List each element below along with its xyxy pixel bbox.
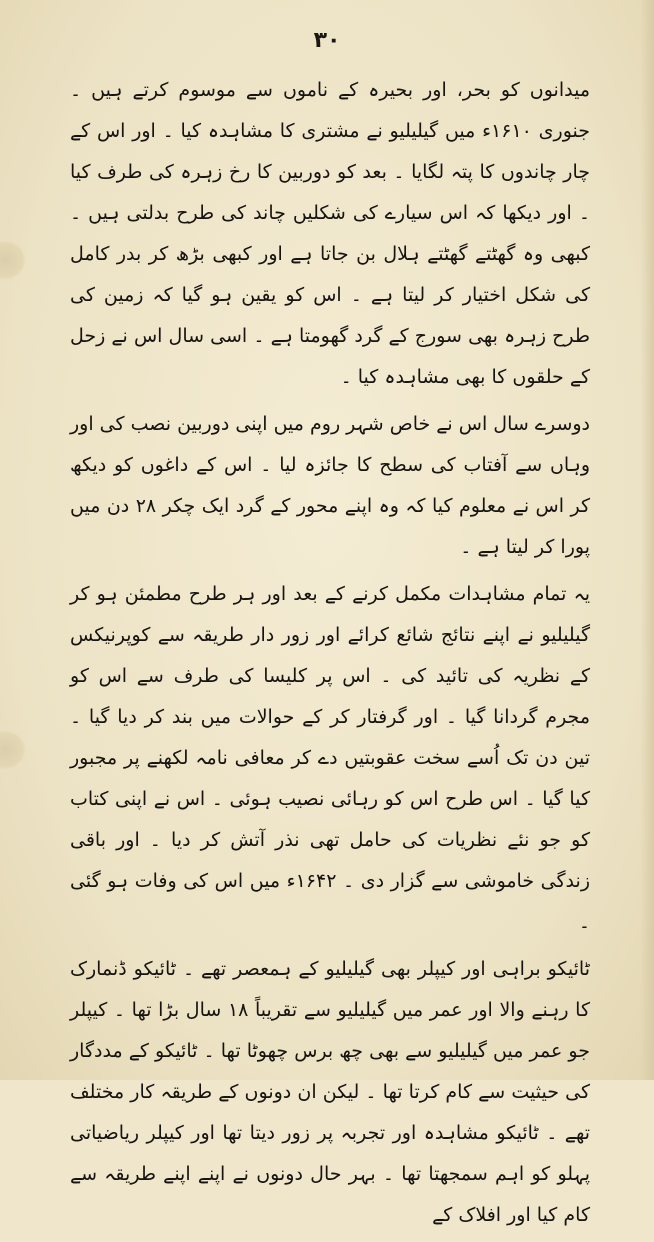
page-edge-shadow — [640, 0, 654, 1080]
paragraph: میدانوں کو بحر، اور بحیرہ کے ناموں سے موسوم کرتے ہیں ۔ جنوری ۱۶۱۰ء میں گیلیلیو نے مشتری کا مشاہدہ کیا ۔ اور اس کے چار چاندوں کا پتہ لگایا ۔ بعد کو دوربین کا رخ زہرہ کی طرف کیا ۔ اور دیکھا کہ اس سیارے کی شکلیں چاند کی طرح بدلتی ہیں ۔ کبھی وہ گھٹتے گھٹتے ہلال بن جاتا ہے اور کبھی بڑھ کر بدر کامل کی شکل اختیار کر لیتا ہے ۔ اس کو یقین ہو گیا کہ زمین کی طرح زہرہ بھی سورج کے گرد گھومتا ہے ۔ اسی سال اس نے زحل کے حلقوں کا بھی مشاہدہ کیا ۔ — [70, 79, 590, 388]
body-text — [70, 70, 590, 1242]
paper-fold-mark — [0, 240, 26, 280]
paragraph: دوسرے سال اس نے خاص شہر روم میں اپنی دوربین نصب کی اور وہاں سے آفتاب کی سطح کا جائزہ لیا ۔ اس کے داغوں کو دیکھ کر اس نے معلوم کیا کہ وہ اپنے محور کے گرد ایک چکر ۲۸ دن میں پورا کر لیتا ہے ۔ — [70, 413, 591, 558]
page-number: ۳۰ — [313, 28, 341, 53]
paper-fold-mark — [0, 730, 26, 770]
paragraph: یہ تمام مشاہدات مکمل کرنے کے بعد اور ہر طرح مطمئن ہو کر گیلیلیو نے اپنے نتائج شائع کرائے اور زور دار طریقہ سے کوپرنیکس کے نظریہ کی تائید کی ۔ اس پر کلیسا کی طرف سے اس کو مجرم گردانا گیا ۔ اور گرفتار کر کے حوالات میں بند کر دیا گیا ۔ تین دن تک اُسے سخت عقوبتیں دے کر معافی نامہ لکھنے پر مجبور کیا گیا ۔ اس طرح اس کو رہائی نصیب ہوئی ۔ اس نے اپنی کتاب کو جو نئے نظریات کی حامل تھی نذر آتش کر دیا ۔ اور باقی زندگی خاموشی سے گزار دی ۔ ۱۶۴۲ء میں اس کی وفات ہو گئی ۔ — [70, 583, 590, 933]
paragraph: ٹائیکو براہی اور کیپلر بھی گیلیلیو کے ہمعصر تھے ۔ ٹائیکو ڈنمارک کا رہنے والا اور عمر میں گیلیلیو سے تقریباً ۱۸ سال بڑا تھا ۔ کیپلر جو عمر میں گیلیلیو سے بھی چھ برس چھوٹا تھا ۔ ٹائیکو کے مددگار کی حیثیت سے کام کرتا تھا ۔ لیکن ان دونوں کے طریقہ کار مختلف تھے ۔ ٹائیکو مشاہدہ اور تجربہ پر زور دیتا تھا اور کیپلر ریاضیاتی پہلو کو اہم سمجھتا تھا ۔ بہر حال دونوں نے اپنے اپنے طریقہ سے کام کیا اور افلاک کے — [70, 958, 590, 1226]
